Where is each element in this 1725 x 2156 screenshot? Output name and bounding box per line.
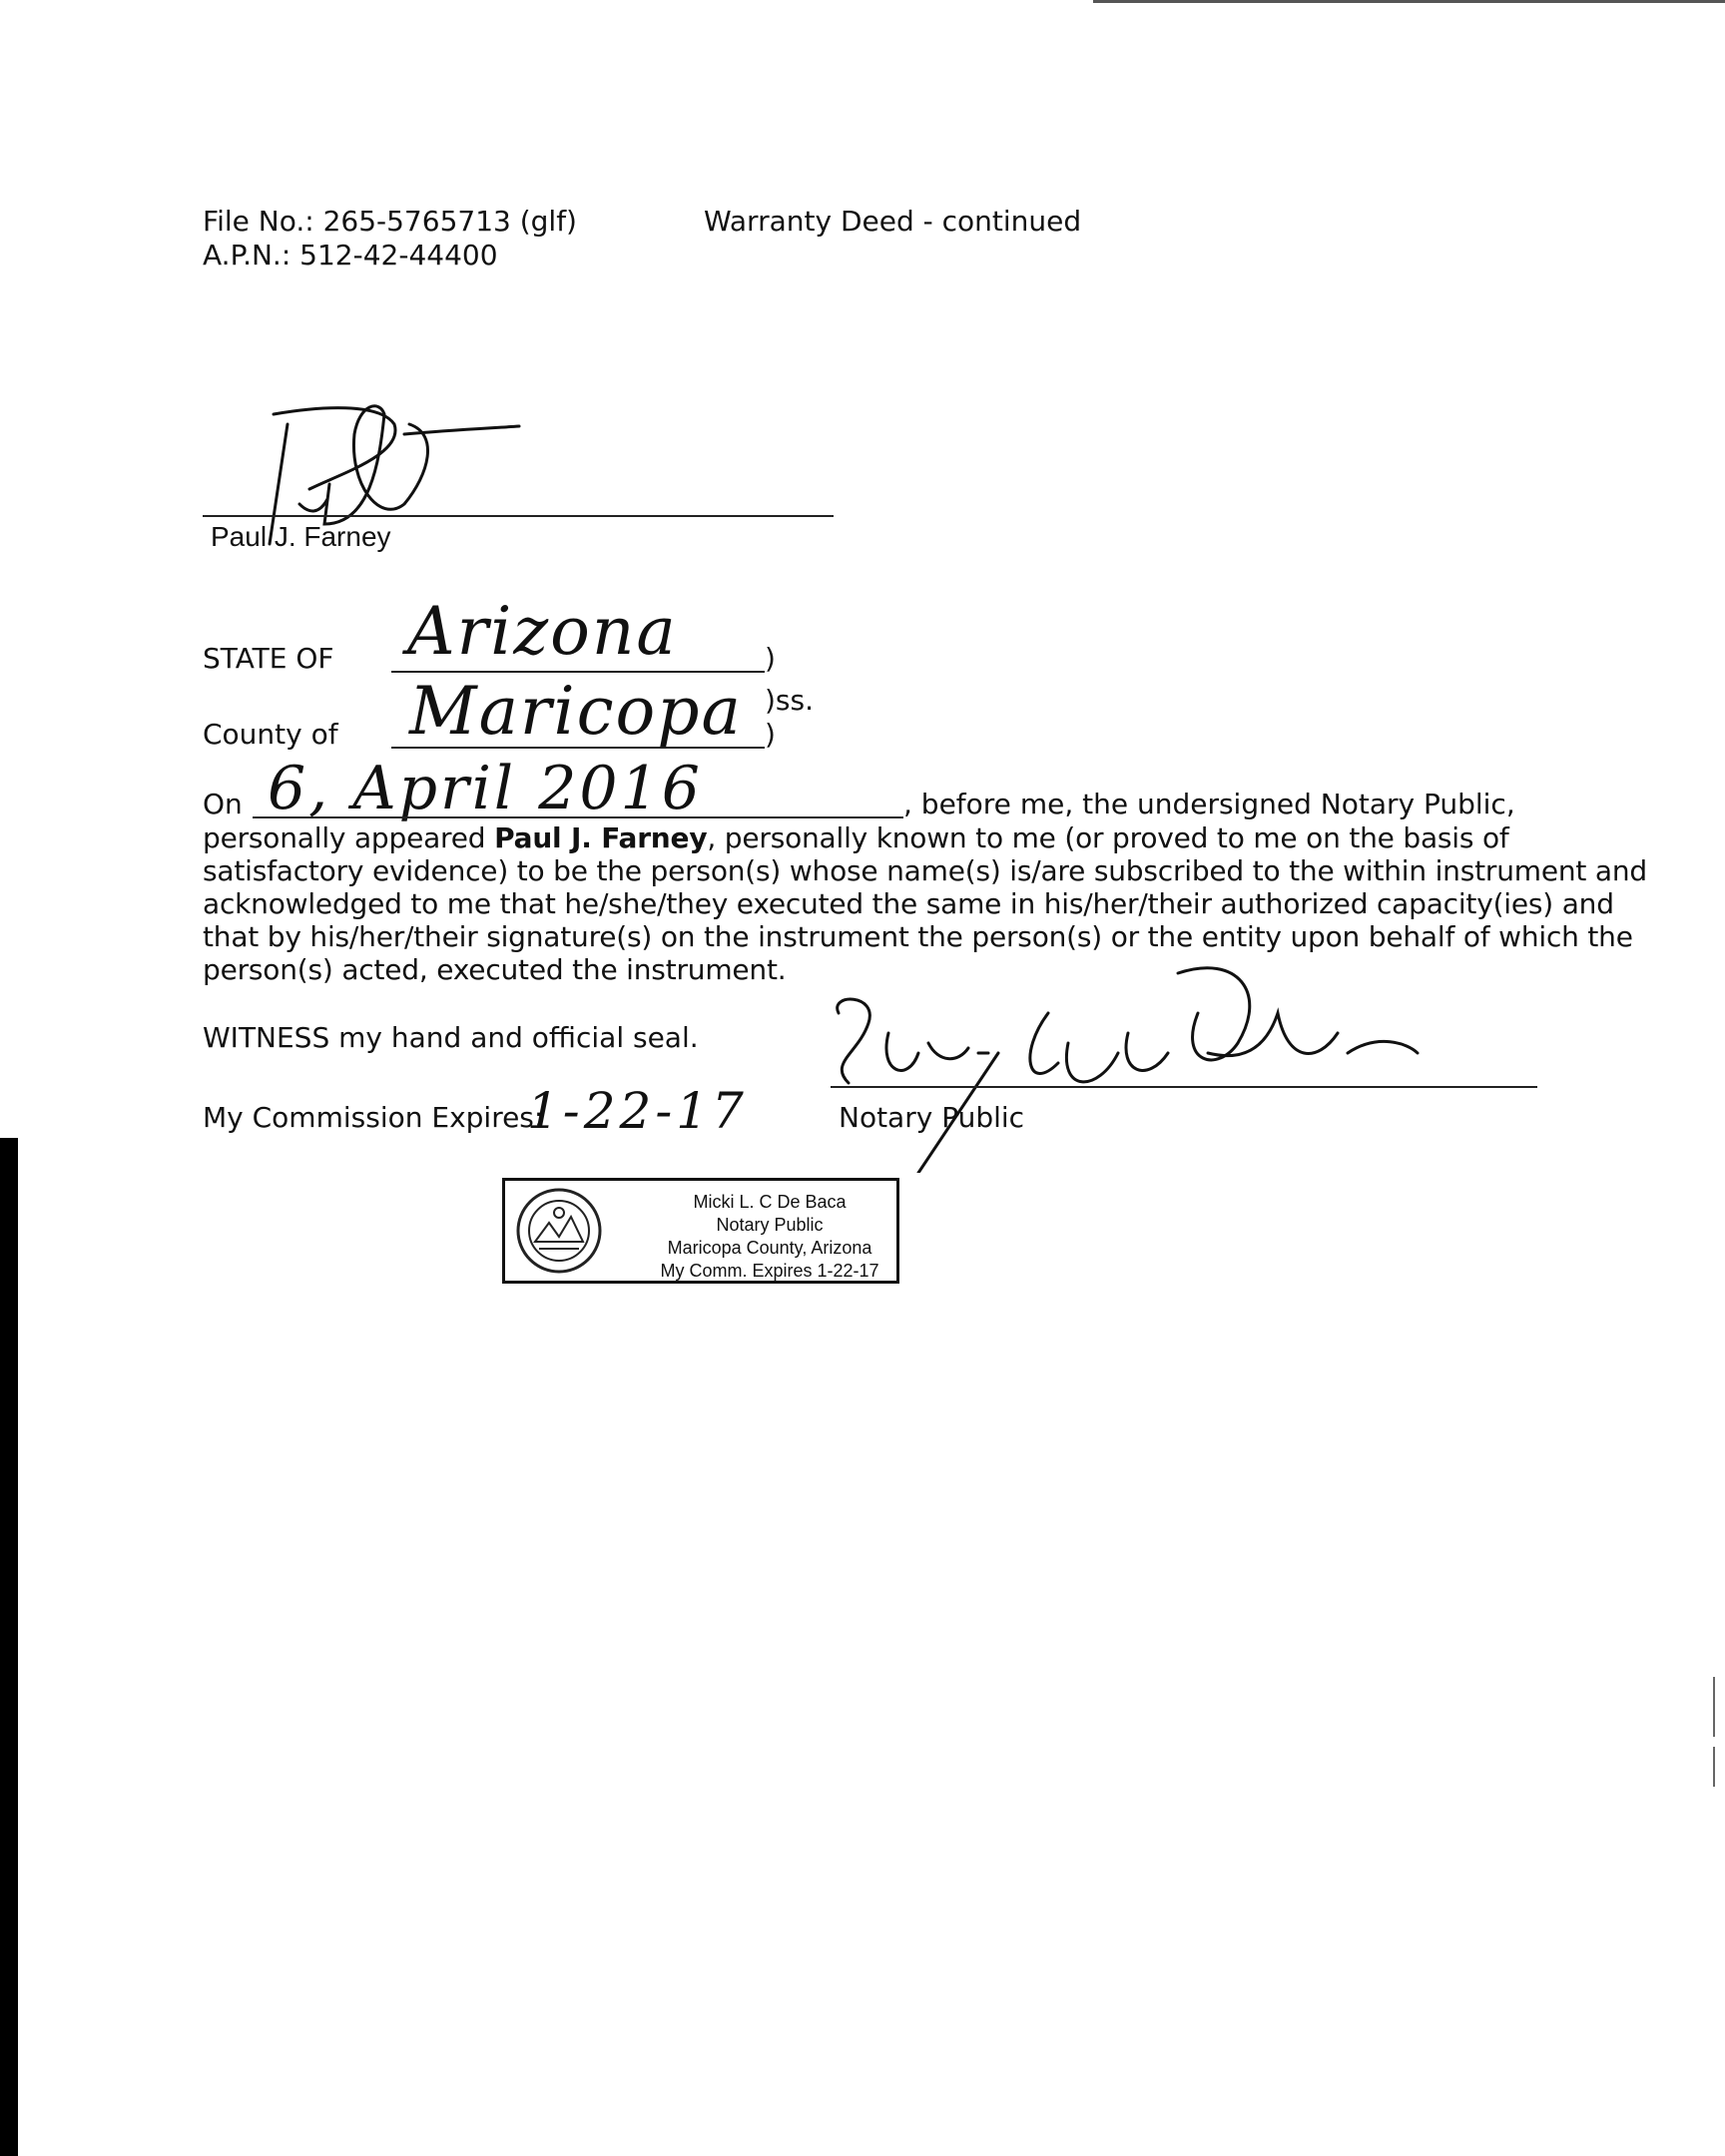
ack-signer-name: Paul J. Farney [494,821,708,854]
notary-label: Notary Public [839,1101,1025,1134]
ack-line-5: that by his/her/their signature(s) on the instrument the person(s) or the entity upon behalf of which the [203,920,1633,953]
apn-number: A.P.N.: 512-42-44400 [203,239,498,271]
file-number: File No.: 265-5765713 (glf) [203,205,577,238]
notary-signature-line [831,1086,1537,1088]
ack-line-3: satisfactory evidence) to be the person(s) whose name(s) is/are subscribed to the within instrument and [203,854,1647,887]
scan-right-mark [1713,1677,1715,1737]
county-paren: ) [765,718,776,751]
commission-label: My Commission Expires: [203,1101,544,1134]
scan-top-rule [1093,0,1725,3]
county-handwritten: Maricopa [409,673,743,750]
grantor-signature-line [203,515,834,517]
commission-handwritten: 1-22-17 [527,1082,748,1140]
ack-line-1: , before me, the undersigned Notary Public, [903,788,1515,820]
document-title: Warranty Deed - continued [704,205,1082,238]
ack-line-6: person(s) acted, executed the instrument. [203,953,787,986]
grantor-name: Paul J. Farney [211,521,391,552]
ack-line-2-pre: personally appeared [203,821,495,854]
stamp-text [645,1191,894,1283]
state-label: STATE OF [203,642,334,675]
witness-text: WITNESS my hand and official seal. [203,1021,699,1054]
notary-stamp [502,1178,899,1284]
county-line [391,747,765,749]
on-label: On [203,788,243,820]
state-seal-icon [515,1187,603,1275]
stamp-notary-name: Micki L. C De Baca [693,1192,847,1212]
notary-signature [819,953,1537,1173]
date-handwritten: 6, April 2016 [268,754,703,823]
ack-line-2-post: , personally known to me (or proved to me on the basis of [707,821,1509,854]
state-handwritten: Arizona [407,593,678,670]
stamp-title: Notary Public [716,1215,824,1235]
scan-right-mark [1713,1747,1715,1787]
county-label: County of [203,718,338,751]
ack-line-2 [203,821,1535,854]
scan-left-edge [0,1138,18,2156]
state-paren: ) [765,642,776,675]
date-line [253,816,903,818]
stamp-county: Maricopa County, Arizona [667,1238,872,1258]
ack-line-4: acknowledged to me that he/she/they executed the same in his/her/their authorized capacity(ies) and [203,887,1614,920]
stamp-expires: My Comm. Expires 1-22-17 [660,1261,879,1281]
ss-mark: )ss. [765,684,814,717]
